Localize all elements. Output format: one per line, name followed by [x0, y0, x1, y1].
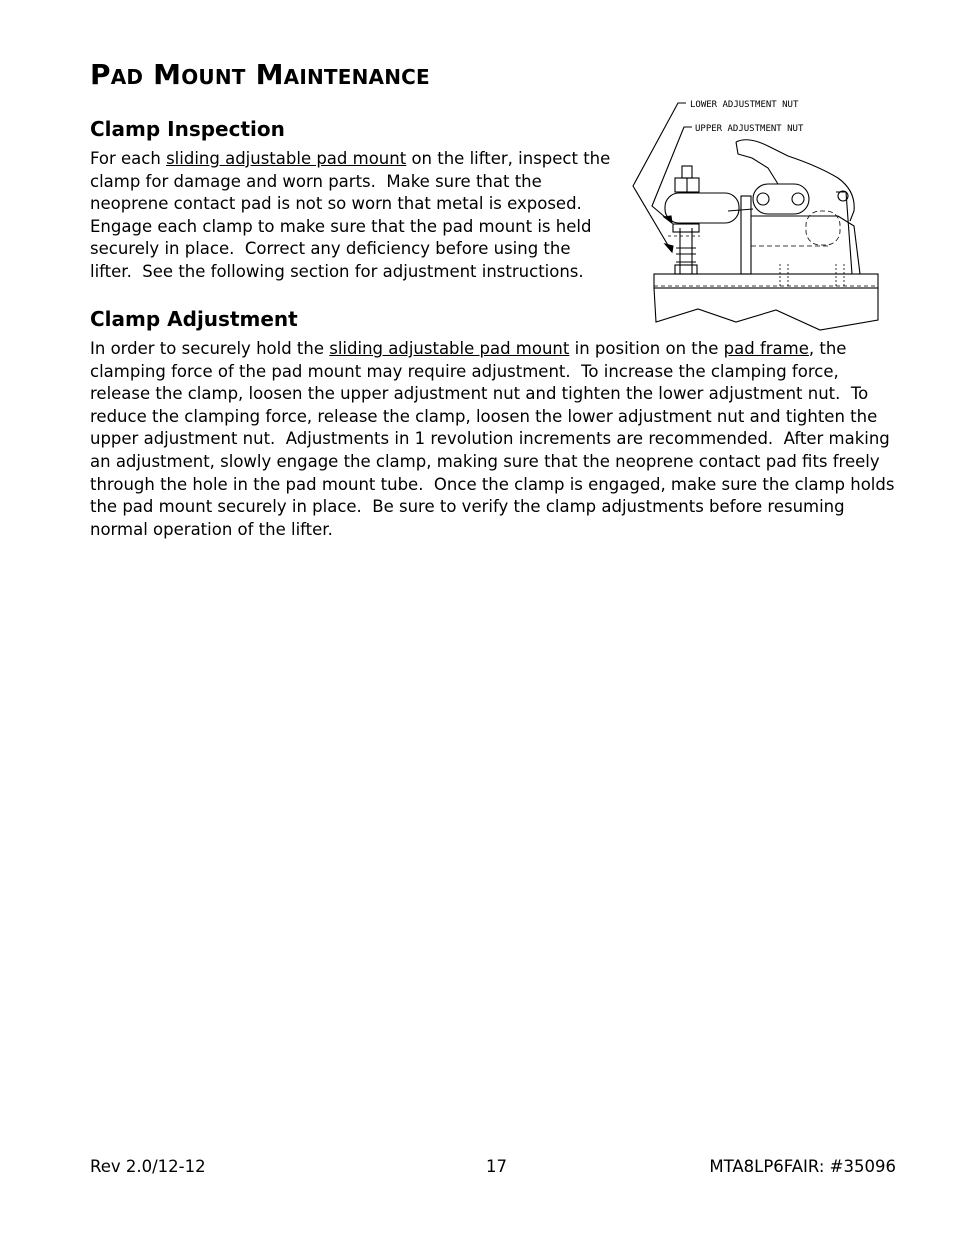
underlined-term: sliding adjustable pad mount — [166, 149, 407, 168]
text-segment: neoprene contact pad is not so worn that metal is exposed. — [90, 194, 582, 214]
paragraph-line — [90, 383, 894, 406]
paragraph-line — [90, 519, 894, 542]
underlined-term: pad frame — [723, 339, 809, 358]
text-segment: For each — [90, 149, 167, 168]
lower-adjustment-nut — [673, 224, 699, 232]
paragraph-line — [90, 216, 610, 239]
text-segment: securely in place. Correct any deficiency before using the — [90, 239, 571, 259]
paragraph-line — [90, 338, 894, 361]
text-segment: clamping force of the pad mount may require adjustment. To increase the clamping force, — [90, 361, 839, 381]
text-segment: clamp for damage and worn parts. Make sure that the — [90, 171, 542, 191]
text-segment: , the — [808, 339, 847, 358]
paragraph-line — [90, 171, 610, 194]
label-lower-adjustment-nut: LOWER ADJUSTMENT NUT — [690, 100, 799, 110]
footer-document-id: MTA8LP6FAIR: #35096 — [709, 1157, 896, 1176]
section-heading-clamp-inspection: Clamp Inspection — [90, 117, 285, 141]
paragraph-line — [90, 496, 894, 519]
text-segment: on the lifter, inspect the — [406, 149, 611, 168]
paragraph-line — [90, 361, 894, 384]
paragraph-line — [90, 261, 610, 284]
label-upper-adjustment-nut: UPPER ADJUSTMENT NUT — [695, 124, 804, 134]
paragraph-line — [90, 238, 610, 261]
text-segment: through the hole in the pad mount tube. Once the clamp is engaged, make sure the clamp holds — [90, 474, 895, 494]
text-segment: an adjustment, slowly engage the clamp, making sure that the neoprene contact pad fits freely — [90, 451, 880, 471]
paragraph-line — [90, 406, 894, 429]
footer-revision: Rev 2.0/12-12 — [90, 1157, 206, 1176]
paragraph-line — [90, 451, 894, 474]
clamp-arm — [665, 193, 739, 223]
underlined-term: sliding adjustable pad mount — [329, 339, 570, 358]
text-segment: reduce the clamping force, release the clamp, loosen the lower adjustment nut and tighten the — [90, 406, 878, 426]
text-segment: the pad mount securely in place. Be sure to verify the clamp adjustments before resuming — [90, 497, 845, 517]
section-heading-clamp-adjustment: Clamp Adjustment — [90, 307, 298, 331]
text-segment: In order to securely hold the — [90, 339, 330, 358]
clamp-inspection-paragraph — [90, 148, 610, 284]
break-line — [654, 288, 878, 330]
text-segment: release the clamp, loosen the upper adjustment nut and tighten the lower adjustment nut. To — [90, 384, 869, 404]
text-segment: normal operation of the lifter. — [90, 519, 333, 539]
clamp-diagram — [628, 96, 882, 334]
paragraph-line — [90, 193, 610, 216]
clamp-body — [741, 196, 751, 274]
clamp-adjustment-paragraph — [90, 338, 894, 541]
text-segment: upper adjustment nut. Adjustments in 1 revolution increments are recommended. After making — [90, 429, 890, 449]
text-segment: in position on the — [569, 339, 724, 358]
leader-upper-nut — [652, 127, 692, 223]
text-segment: Engage each clamp to make sure that the pad mount is held — [90, 216, 592, 236]
page-title: Pad Mount Maintenance — [90, 58, 430, 91]
paragraph-line — [90, 148, 610, 171]
footer-page-number: 17 — [486, 1157, 507, 1176]
paragraph-line — [90, 428, 894, 451]
paragraph-line — [90, 474, 894, 497]
text-segment: lifter. See the following section for adjustment instructions. — [90, 261, 584, 281]
